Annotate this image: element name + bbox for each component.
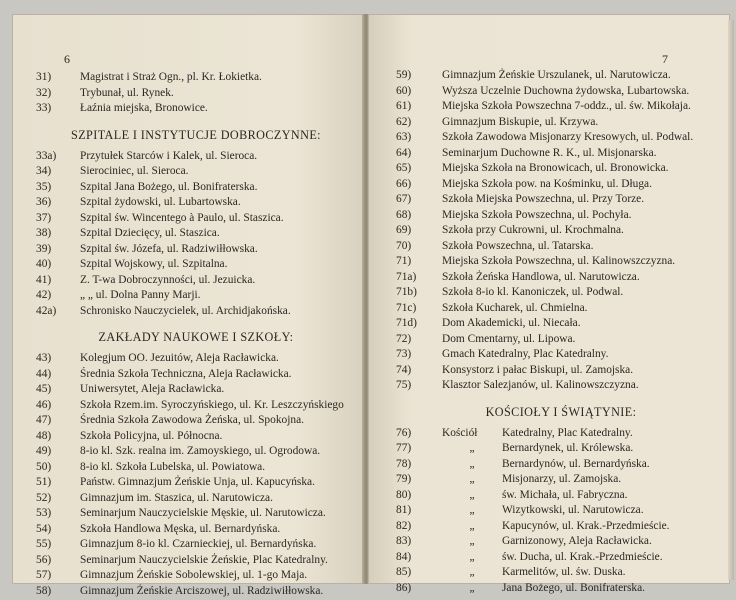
page-edge [728, 20, 734, 580]
entry-number: 33) [36, 102, 52, 114]
entry-text: Szpital Wojskowy, ul. Szpitalna. [80, 258, 228, 270]
entry-number: 35) [36, 180, 52, 193]
entry-number: 71d) [396, 317, 417, 329]
entry-number: 62) [396, 115, 412, 128]
entry-number: 71c) [396, 301, 417, 314]
entry-number: 51) [36, 476, 52, 488]
entry-prefix: „ [469, 550, 475, 563]
entry-prefix: „ [469, 457, 475, 470]
entry-number: 46) [36, 398, 52, 411]
entry-text: Karmelitów, ul. św. Duska. [502, 566, 626, 578]
entry-list [396, 426, 726, 597]
list-item [396, 161, 726, 177]
entry-list [36, 351, 356, 599]
list-item [396, 192, 726, 208]
entry-number: 82) [396, 519, 412, 532]
entry-text: Szkoła Policyjna, ul. Północna. [80, 429, 223, 442]
list-item [36, 491, 356, 507]
entry-text: Szkoła Żeńska Handlowa, ul. Narutowicza. [442, 270, 640, 283]
entry-text: Szkoła Kucharek, ul. Chmielna. [442, 301, 588, 314]
left-entries [36, 70, 356, 599]
entry-text: Kolegjum OO. Jezuitów, Aleja Racławicka. [80, 352, 279, 364]
list-item [396, 550, 726, 566]
entry-text: Szkoła Handlowa Męska, ul. Bernardyńska. [80, 522, 281, 535]
entry-text: Szkoła Powszechna, ul. Tatarska. [442, 239, 594, 252]
entry-number: 66) [396, 177, 412, 190]
entry-number: 44) [36, 367, 52, 380]
entry-text: Dom Akademicki, ul. Niecała. [442, 317, 581, 329]
section-heading: SZPITALE I INSTYTUCJE DOBROCZYNNE: [71, 127, 321, 142]
entry-prefix: „ [469, 519, 475, 532]
entry-number: 74) [396, 363, 412, 376]
entry-number: 58) [36, 584, 52, 597]
list-item [36, 506, 356, 522]
entry-text: św. Michała, ul. Fabryczna. [502, 488, 628, 501]
entry-text: Szkoła przy Cukrowni, ul. Krochmalna. [442, 224, 624, 236]
entry-number: 61) [396, 100, 412, 112]
entry-text: Gimnazjum Biskupie, ul. Krzywa. [442, 115, 599, 128]
list-item [396, 99, 726, 115]
entry-text: Miejska Szkoła Powszechna 7-oddz., ul. św. Mikołaja. [442, 100, 691, 112]
list-item [396, 581, 726, 597]
entry-number: 56) [36, 553, 52, 566]
entry-number: 47) [36, 414, 52, 426]
section-heading: KOŚCIOŁY I ŚWIĄTYNIE: [485, 404, 637, 419]
entry-text: Trybunał, ul. Rynek. [80, 86, 174, 99]
entry-number: 45) [36, 383, 52, 395]
entry-text: Szkoła Rzem.im. Syroczyńskiego, ul. Kr. Leszczyńskiego [80, 398, 344, 411]
entry-number: 86) [396, 581, 412, 594]
entry-prefix: „ [469, 504, 475, 516]
list-item [36, 460, 356, 476]
list-item [36, 553, 356, 569]
entry-number: 72) [396, 332, 412, 345]
entry-text: Szpital Dziecięcy, ul. Staszica. [80, 227, 220, 239]
entry-number: 78) [396, 457, 412, 470]
entry-number: 75) [396, 379, 412, 391]
list-item [396, 84, 726, 100]
list-item [36, 537, 356, 553]
entry-text: Seminarjum Nauczycielskie Żeńskie, Plac Katedralny. [80, 553, 328, 566]
entry-text: Klasztor Salezjanów, ul. Kalinowszczyzna. [442, 379, 639, 391]
entry-text: Średnia Szkoła Zawodowa Żeńska, ul. Spokojna. [80, 414, 304, 426]
entry-text: Szpital żydowski, ul. Lubartowska. [80, 196, 241, 208]
list-item [396, 347, 726, 363]
list-item [396, 254, 726, 270]
entry-text: Schronisko Nauczycielek, ul. Archidjakońska. [80, 304, 291, 317]
entry-text: św. Ducha, ul. Krak.-Przedmieście. [502, 550, 663, 563]
list-item [396, 239, 726, 255]
entry-number: 41) [36, 273, 52, 286]
entry-text: Jana Bożego, ul. Bonifraterska. [502, 581, 645, 594]
list-item [36, 288, 356, 304]
list-item [396, 223, 726, 239]
list-item [36, 398, 356, 414]
entry-text: Bernardynów, ul. Bernardyńska. [502, 457, 650, 470]
list-item [396, 519, 726, 535]
entry-number: 59) [396, 69, 412, 81]
right-entries [396, 68, 726, 596]
section-heading: ZAKŁADY NAUKOWE I SZKOŁY: [98, 330, 294, 344]
entry-text: Magistrat i Straż Ogn., pl. Kr. Łokietka. [80, 71, 262, 83]
list-item [396, 426, 726, 442]
list-item [36, 584, 356, 600]
entry-text: Gimnazjum Żeńskie Sobolewskiej, ul. 1-go Maja. [80, 569, 308, 581]
entry-number: 71b) [396, 286, 417, 298]
entry-number: 68) [396, 208, 412, 221]
entry-text: Miejska Szkoła pow. na Kośminku, ul. Długa. [442, 177, 652, 190]
entry-text: Z. T-wa Dobroczynności, ul. Jezuicka. [80, 273, 256, 286]
entry-list [396, 68, 726, 394]
list-item [36, 304, 356, 320]
list-item [36, 444, 356, 460]
list-item [36, 86, 356, 102]
entry-number: 32) [36, 86, 52, 99]
entry-number: 33a) [36, 149, 57, 162]
entry-number: 65) [396, 162, 412, 174]
entry-text: Misjonarzy, ul. Zamojska. [502, 473, 622, 485]
open-book [12, 14, 730, 597]
entry-number: 67) [396, 193, 412, 205]
list-item [36, 101, 356, 117]
entry-number: 55) [36, 538, 52, 550]
entry-text: Przytułek Starców i Kalek, ul. Sieroca. [80, 149, 258, 162]
list-item [36, 382, 356, 398]
entry-number: 43) [36, 352, 52, 364]
entry-number: 34) [36, 165, 52, 177]
list-item [36, 413, 356, 429]
entry-text: Sierociniec, ul. Sieroca. [80, 165, 189, 177]
list-item [396, 208, 726, 224]
entry-list [36, 149, 356, 320]
entry-number: 70) [396, 239, 412, 252]
entry-prefix: „ [469, 442, 475, 454]
list-item [396, 285, 726, 301]
entry-number: 50) [36, 460, 52, 473]
entry-text: 8-io kl. Szk. realna im. Zamoyskiego, ul. Ogrodowa. [80, 445, 321, 457]
entry-number: 53) [36, 507, 52, 519]
entry-text: Szpital św. Wincentego à Paulo, ul. Staszica. [80, 211, 284, 224]
entry-text: Gimnazjum im. Staszica, ul. Narutowicza. [80, 491, 273, 504]
entry-number: 42) [36, 289, 52, 301]
entry-text: Seminarjum Nauczycielskie Męskie, ul. Narutowicza. [80, 507, 326, 519]
entry-text: Uniwersytet, Aleja Racławicka. [80, 383, 225, 395]
list-item [36, 226, 356, 242]
entry-number: 49) [36, 445, 52, 457]
entry-text: „ „ ul. Dolna Panny Marji. [80, 289, 201, 301]
list-item [396, 270, 726, 286]
page-number: 6 [64, 52, 70, 66]
list-item [396, 177, 726, 193]
entry-number: 83) [396, 535, 412, 547]
entry-text: Szpital Jana Bożego, ul. Bonifraterska. [80, 180, 258, 193]
entry-text: Szkoła 8-io kl. Kanoniczek, ul. Podwal. [442, 286, 624, 298]
list-item [36, 242, 356, 258]
list-item [36, 367, 356, 383]
list-item [36, 568, 356, 584]
entry-prefix: „ [469, 535, 475, 547]
list-item [396, 130, 726, 146]
list-item [396, 441, 726, 457]
list-item [36, 429, 356, 445]
entry-number: 64) [396, 146, 412, 159]
entry-text: 8-io kl. Szkoła Lubelska, ul. Powiatowa. [80, 460, 266, 473]
entry-text: Bernardynek, ul. Królewska. [502, 442, 634, 454]
entry-number: 40) [36, 258, 52, 270]
entry-text: Szkoła Zawodowa Misjonarzy Kresowych, ul. Podwal. [442, 131, 694, 143]
entry-prefix: „ [469, 581, 475, 594]
list-item [36, 475, 356, 491]
entry-text: Dom Cmentarny, ul. Lipowa. [442, 332, 576, 345]
entry-text: Gmach Katedralny, Plac Katedralny. [442, 348, 609, 360]
entry-text: Gimnazjum 8-io kl. Czarnieckiej, ul. Bernardyńska. [80, 538, 317, 550]
list-item [396, 565, 726, 581]
list-item [36, 149, 356, 165]
entry-number: 60) [396, 84, 412, 97]
entry-number: 38) [36, 227, 52, 239]
entry-number: 37) [36, 211, 52, 224]
entry-prefix: „ [469, 473, 475, 485]
entry-text: Gimnazjum Żeńskie Arciszowej, ul. Radziwiłłowska. [80, 584, 324, 597]
entry-text: Państw. Gimnazjum Żeńskie Unja, ul. Kapucyńska. [80, 476, 315, 488]
entry-prefix: „ [469, 566, 475, 578]
list-item [396, 146, 726, 162]
list-item [396, 534, 726, 550]
right-page [368, 14, 730, 594]
entry-text: Gimnazjum Żeńskie Urszulanek, ul. Narutowicza. [442, 69, 671, 81]
entry-number: 84) [396, 550, 412, 563]
entry-number: 81) [396, 504, 412, 516]
entry-number: 85) [396, 566, 412, 578]
entry-number: 77) [396, 442, 412, 454]
entry-number: 48) [36, 429, 52, 442]
entry-prefix: Kościół [442, 426, 478, 439]
entry-text: Wizytkowski, ul. Narutowicza. [502, 504, 644, 516]
list-item [36, 273, 356, 289]
entry-text: Katedralny, Plac Katedralny. [502, 426, 633, 439]
list-item [396, 316, 726, 332]
entry-text: Średnia Szkoła Techniczna, Aleja Racławicka. [80, 367, 292, 380]
list-item [396, 115, 726, 131]
entry-text: Seminarjum Duchowne R. K., ul. Misjonarska. [442, 146, 657, 159]
entry-number: 76) [396, 426, 412, 439]
entry-text: Szkoła Miejska Powszechna, ul. Przy Torze. [442, 193, 645, 205]
entry-number: 79) [396, 473, 412, 485]
entry-prefix: „ [469, 488, 475, 501]
list-item [396, 68, 726, 84]
entry-number: 57) [36, 569, 52, 581]
list-item [396, 488, 726, 504]
page-number: 7 [662, 52, 668, 66]
entry-text: Konsystorz i pałac Biskupi, ul. Zamojska. [442, 363, 634, 376]
list-item [396, 301, 726, 317]
entry-number: 31) [36, 71, 52, 83]
entry-number: 69) [396, 224, 412, 236]
list-item [36, 195, 356, 211]
entry-number: 71) [396, 255, 412, 267]
entry-number: 36) [36, 196, 52, 208]
list-item [396, 332, 726, 348]
entry-number: 39) [36, 242, 52, 255]
list-item [396, 503, 726, 519]
entry-text: Szpital św. Józefa, ul. Radziwiłłowska. [80, 242, 258, 255]
list-item [36, 522, 356, 538]
entry-number: 42a) [36, 304, 57, 317]
list-item [36, 211, 356, 227]
list-item [396, 457, 726, 473]
entry-text: Miejska Szkoła na Bronowicach, ul. Bronowicka. [442, 162, 669, 174]
list-item [36, 180, 356, 196]
left-page [12, 14, 364, 597]
entry-text: Miejska Szkoła Powszechna, ul. Pochyła. [442, 208, 632, 221]
list-item [36, 164, 356, 180]
entry-text: Garnizonowy, Aleja Racławicka. [502, 535, 652, 547]
entry-text: Wyższa Uczelnie Duchowna żydowska, Lubartowska. [442, 84, 690, 97]
entry-number: 73) [396, 348, 412, 360]
entry-number: 63) [396, 131, 412, 143]
entry-list [36, 70, 356, 117]
list-item [36, 257, 356, 273]
list-item [396, 472, 726, 488]
entry-text: Łaźnia miejska, Bronowice. [80, 102, 208, 114]
list-item [396, 363, 726, 379]
entry-number: 54) [36, 522, 52, 535]
list-item [396, 378, 726, 394]
list-item [36, 70, 356, 86]
entry-number: 52) [36, 491, 52, 504]
entry-number: 71a) [396, 270, 417, 283]
entry-number: 80) [396, 488, 412, 501]
list-item [36, 351, 356, 367]
entry-text: Kapucynów, ul. Krak.-Przedmieście. [502, 519, 670, 532]
entry-text: Miejska Szkoła Powszechna, ul. Kalinowszczyzna. [442, 255, 676, 267]
